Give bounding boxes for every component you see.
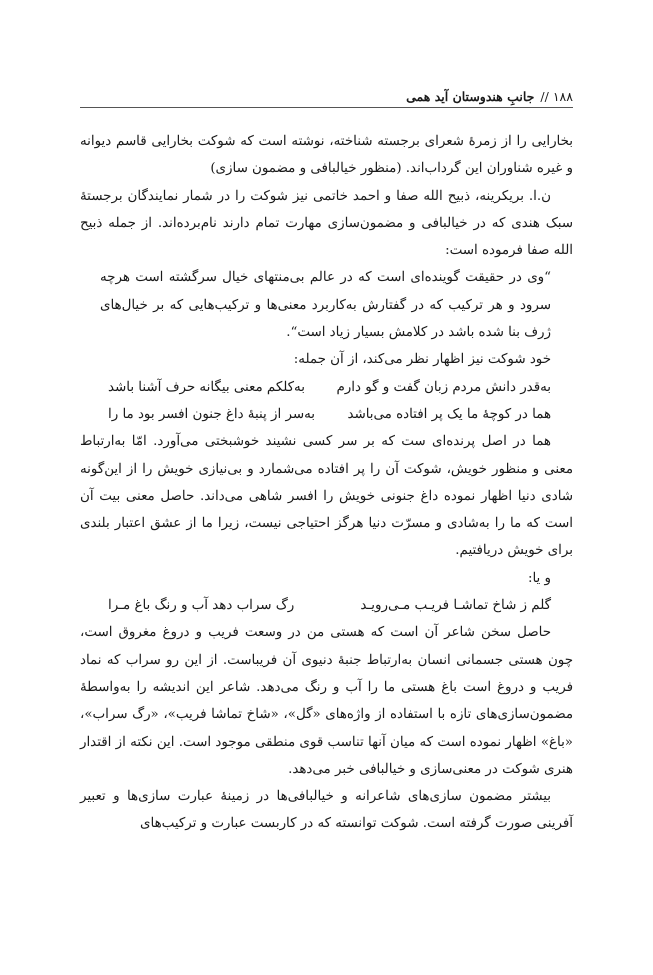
paragraph: خود شوکت نیز اظهار نظر می‌کند، از آن جمله: xyxy=(293,352,551,368)
verse-hemistich-second: به‌سر از پنبۀ داغ جنون افسر بود ما را xyxy=(108,406,315,422)
verse-line xyxy=(80,592,573,619)
verse-line xyxy=(80,401,573,428)
block-quote: “وی در حقیقت گوینده‌ای است که در عالم بی‌منتهای خیال سرگشته است هرچه سرود و هر ترکیب که در گفتارش به‌کاربرد معنی‌ها و ترکیب‌هایی که بر خیال‌های ژرف بنا شده باشد در کلامش بسیار زیاد است“. xyxy=(100,270,551,341)
paragraph: بخارایی را از زمرۀ شعرای برجسته شناخته، نوشته است که شوکت بخارایی قاسم دیوانه و غیره شناوران این گرداب‌اند. (منظور خیالبافی و مضمون سازی) xyxy=(80,134,573,177)
verse-hemistich-second: به‌کلکم معنی بیگانه حرف آشنا باشد xyxy=(108,379,305,395)
verse-hemistich-first: گلم ز شاخ تماشـا فریـب مـی‌رویـد xyxy=(360,598,551,614)
running-header xyxy=(80,82,573,108)
verse-line xyxy=(80,374,573,401)
page-body xyxy=(80,128,573,838)
page-number: ۱۸۸ xyxy=(552,89,573,104)
header-separator: // xyxy=(540,89,549,104)
paragraph: بیشتر مضمون سازی‌های شاعرانه و خیالبافی‌ها در زمینۀ عبارت سازی‌ها و تعبیر آفرینی صورت گرفته است. شوکت توانسته که در کاربست عبارت و ترکیب‌های xyxy=(80,789,573,832)
paragraph: ن.ا. بریکرینه، ذبیح الله صفا و احمد خاتمی نیز شوکت را در شمار نمایندگان برجستۀ سبک هندی که در خیالبافی و مضمون‌سازی مهارت تمام دارند نام‌برده‌اند. از جمله ذبیح الله صفا فرموده است: xyxy=(80,188,573,259)
running-title: جانبِ هندوستان آید همی xyxy=(406,89,535,104)
paragraph: حاصل سخن شاعر آن است که هستی من در وسعت فریب و دروغ مغروق است، چون هستی جسمانی انسان به‌ارتباط جنبۀ دنیوی آن فریباست. از این رو سراب که نماد فریب و دروغ است باغ هستی ما را آب و رنگ می‌دهد. شاعر این اندیشه را به‌واسطۀ مضمون‌سازی‌های تازه با استفاده از واژه‌های «گل»، «شاخ تماشا فریب»، «رگ سراب»، «باغ» اظهار نموده است که میان آنها تناسب قوی منطقی موجود است. این نکته از اقتدار هنری شوکت در معنی‌سازی و خیالبافی خبر می‌دهد. xyxy=(80,625,573,777)
paragraph: هما در اصل پرنده‌ای ست که بر سر کسی نشیند خوشبختی می‌آورد. امّا به‌ارتباط معنی و منظور خویش، شوکت آن را پر افتاده می‌شمارد و بی‌نیازی خویش را از این‌گونه شادی دنیا اظهار نموده داغ جنونی خویش را افسر شاهی می‌داند. حاصل معنی بیت آن است که ما را به‌شادی و مسرّت دنیا هرگز احتیاجی نیست، زیرا ما از عشق اعتبار بلندی برای خویش دریافتیم. xyxy=(80,434,573,559)
verse-hemistich-first: هما در کوچۀ ما یک پر افتاده می‌باشد xyxy=(347,406,551,422)
verse-hemistich-second: رگ سراب دهد آب و رنگ باغ مـرا xyxy=(108,598,295,614)
paragraph: و یا: xyxy=(527,570,551,586)
verse-hemistich-first: به‌قدر دانش مردم زبان گفت و گو دارم xyxy=(336,379,551,395)
